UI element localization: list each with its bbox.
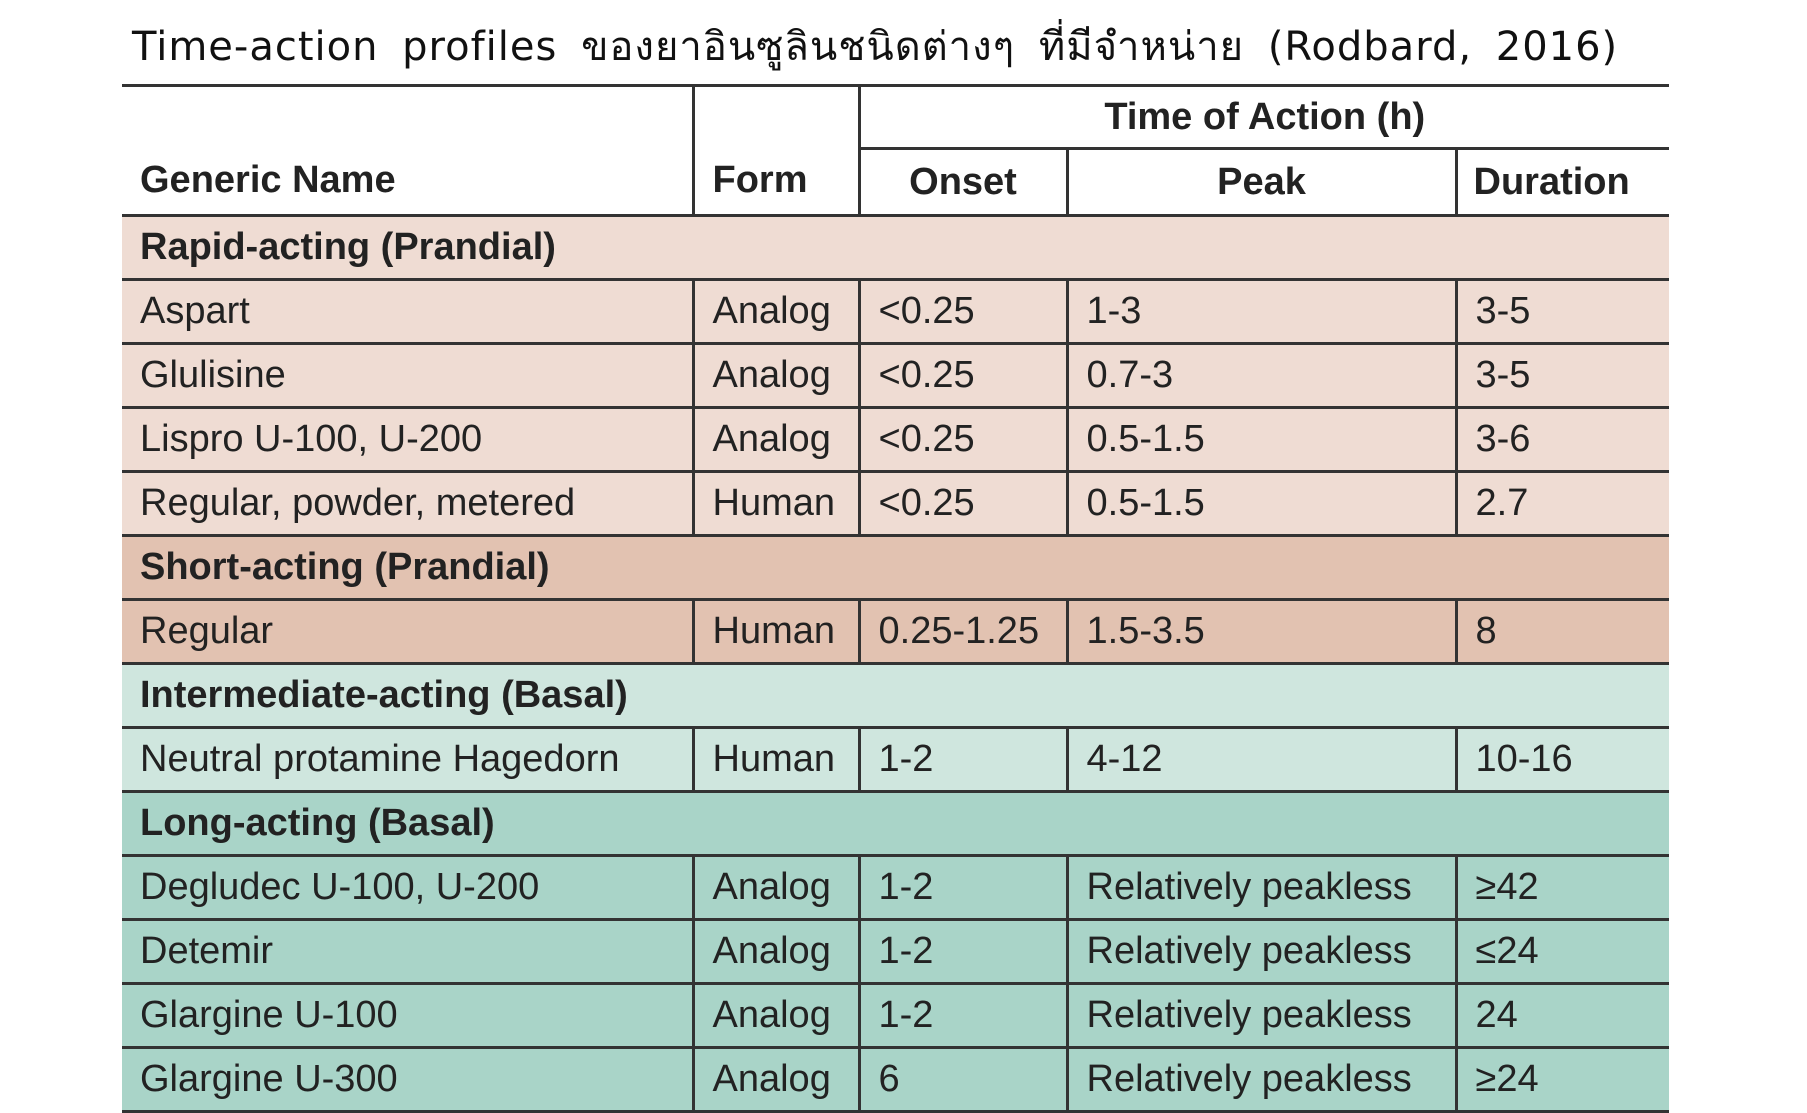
cell-duration: 3-6 bbox=[1456, 408, 1669, 472]
cell-onset: 1-2 bbox=[859, 856, 1067, 920]
header-peak: Peak bbox=[1067, 149, 1456, 216]
cell-generic-name: Glulisine bbox=[122, 344, 693, 408]
cell-form: Analog bbox=[693, 920, 859, 984]
cell-duration: ≥42 bbox=[1456, 856, 1669, 920]
cell-onset: 0.25-1.25 bbox=[859, 600, 1067, 664]
cell-peak: 1-3 bbox=[1067, 280, 1456, 344]
cell-form: Analog bbox=[693, 856, 859, 920]
cell-form: Analog bbox=[693, 344, 859, 408]
insulin-table-container bbox=[122, 84, 1669, 1113]
cell-onset: <0.25 bbox=[859, 344, 1067, 408]
cell-onset: <0.25 bbox=[859, 280, 1067, 344]
cell-generic-name: Regular, powder, metered bbox=[122, 472, 693, 536]
cell-peak: Relatively peakless bbox=[1067, 1048, 1456, 1112]
header-form: Form bbox=[693, 86, 859, 216]
section-row-rapid-acting bbox=[122, 216, 1669, 280]
header-time-of-action: Time of Action (h) bbox=[859, 86, 1669, 149]
table-row bbox=[122, 984, 1669, 1048]
cell-duration: ≥24 bbox=[1456, 1048, 1669, 1112]
section-row-short-acting bbox=[122, 536, 1669, 600]
cell-onset: 1-2 bbox=[859, 920, 1067, 984]
cell-duration: 10-16 bbox=[1456, 728, 1669, 792]
insulin-time-action-table bbox=[122, 84, 1669, 1113]
cell-peak: 0.5-1.5 bbox=[1067, 408, 1456, 472]
cell-form: Analog bbox=[693, 1048, 859, 1112]
cell-onset: 6 bbox=[859, 1048, 1067, 1112]
cell-duration: 3-5 bbox=[1456, 280, 1669, 344]
cell-generic-name: Glargine U-100 bbox=[122, 984, 693, 1048]
table-row bbox=[122, 472, 1669, 536]
table-row bbox=[122, 856, 1669, 920]
header-onset: Onset bbox=[859, 149, 1067, 216]
cell-generic-name: Degludec U-100, U-200 bbox=[122, 856, 693, 920]
cell-form: Analog bbox=[693, 408, 859, 472]
section-title: Intermediate-acting (Basal) bbox=[122, 664, 1669, 728]
cell-generic-name: Regular bbox=[122, 600, 693, 664]
section-title: Short-acting (Prandial) bbox=[122, 536, 1669, 600]
cell-form: Human bbox=[693, 728, 859, 792]
cell-generic-name: Glargine U-300 bbox=[122, 1048, 693, 1112]
cell-peak: Relatively peakless bbox=[1067, 856, 1456, 920]
cell-duration: 8 bbox=[1456, 600, 1669, 664]
cell-form: Analog bbox=[693, 280, 859, 344]
table-row bbox=[122, 344, 1669, 408]
cell-duration: 2.7 bbox=[1456, 472, 1669, 536]
cell-peak: 0.7-3 bbox=[1067, 344, 1456, 408]
header-duration: Duration bbox=[1456, 149, 1669, 216]
cell-onset: <0.25 bbox=[859, 408, 1067, 472]
cell-peak: 1.5-3.5 bbox=[1067, 600, 1456, 664]
section-row-intermediate-acting bbox=[122, 664, 1669, 728]
cell-duration: 3-5 bbox=[1456, 344, 1669, 408]
table-caption: Time-action profiles ของยาอินซูลินชนิดต่างๆ ที่มีจำหน่าย (Rodbard, 2016) bbox=[132, 24, 1619, 70]
table-row bbox=[122, 408, 1669, 472]
cell-generic-name: Lispro U-100, U-200 bbox=[122, 408, 693, 472]
table-row bbox=[122, 280, 1669, 344]
cell-peak: 4-12 bbox=[1067, 728, 1456, 792]
cell-form: Human bbox=[693, 600, 859, 664]
cell-generic-name: Detemir bbox=[122, 920, 693, 984]
table-row bbox=[122, 920, 1669, 984]
table-row bbox=[122, 1048, 1669, 1112]
section-title: Long-acting (Basal) bbox=[122, 792, 1669, 856]
header-generic-name: Generic Name bbox=[122, 86, 693, 216]
section-title: Rapid-acting (Prandial) bbox=[122, 216, 1669, 280]
cell-form: Analog bbox=[693, 984, 859, 1048]
cell-onset: <0.25 bbox=[859, 472, 1067, 536]
cell-duration: ≤24 bbox=[1456, 920, 1669, 984]
cell-peak: Relatively peakless bbox=[1067, 920, 1456, 984]
section-row-long-acting bbox=[122, 792, 1669, 856]
cell-peak: 0.5-1.5 bbox=[1067, 472, 1456, 536]
cell-onset: 1-2 bbox=[859, 728, 1067, 792]
cell-generic-name: Aspart bbox=[122, 280, 693, 344]
cell-peak: Relatively peakless bbox=[1067, 984, 1456, 1048]
cell-generic-name: Neutral protamine Hagedorn bbox=[122, 728, 693, 792]
cell-form: Human bbox=[693, 472, 859, 536]
cell-duration: 24 bbox=[1456, 984, 1669, 1048]
table-row bbox=[122, 728, 1669, 792]
table-row bbox=[122, 600, 1669, 664]
cell-onset: 1-2 bbox=[859, 984, 1067, 1048]
